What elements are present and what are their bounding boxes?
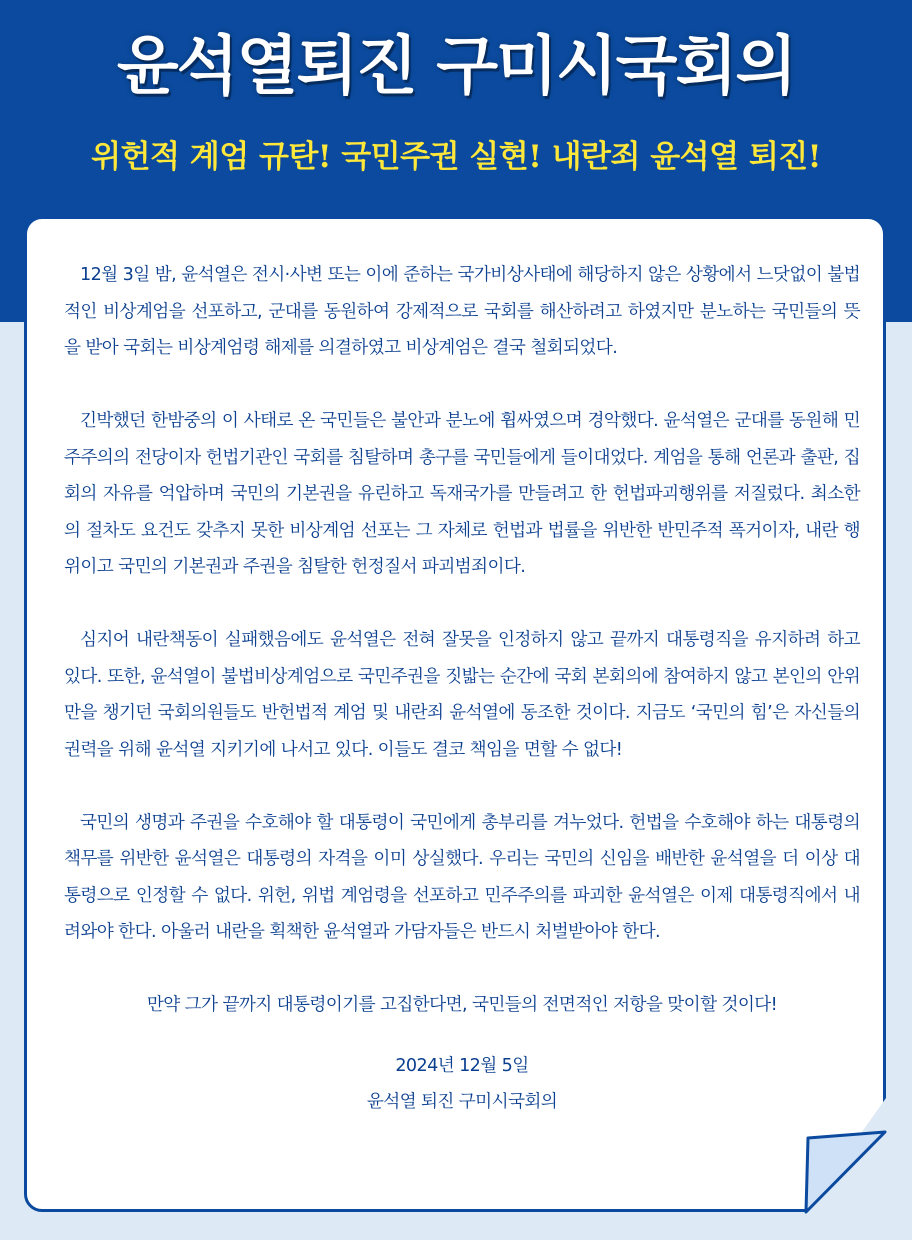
page-curl-icon — [800, 1130, 890, 1215]
poster-subtitle: 위헌적 계엄 규탄! 국민주권 실현! 내란죄 윤석열 퇴진! — [91, 139, 821, 175]
statement-paragraph-4: 국민의 생명과 주권을 수호해야 할 대통령이 국민에게 총부리를 겨누었다. 헌법을 수호해야 하는 대통령의 책무를 위반한 윤석열은 대통령의 자격을 이미 상실했다. 우리는 국민의 신임을 배반한 윤석열을 더 이상 대통령으로 인정할 수 없다. 위헌, 위법 계엄령을 선포하고 민주주의를 파괴한 윤석열은 이제 대통령직에서 내려와야 한다. 아울러 내란을 획책한 윤석열과 가담자들은 반드시 처벌받아야 한다. — [64, 812, 860, 942]
poster-title: 윤석열퇴진 구미시국회의 — [116, 30, 796, 104]
statement-paragraph-5: 만약 그가 끝까지 대통령이기를 고집한다면, 국민들의 전면적인 저항을 맞이할 것이다! — [146, 995, 778, 1015]
statement-paragraph-3: 심지어 내란책동이 실패했음에도 윤석열은 전혀 잘못을 인정하지 않고 끝까지 대통령직을 유지하려 하고 있다. 또한, 윤석열이 불법비상계엄으로 국민주권을 짓밟는 순간에 국회 본회의에 참여하지 않고 본인의 안위만을 챙기던 국회의원들도 반헌법적 계엄 및 내란죄 윤석열에 동조한 것이다. 지금도 ‘국민의 힘’은 자신들의 권력을 위해 윤석열 지키기에 나서고 있다. 이들도 결코 책임을 면할 수 없다! — [64, 630, 860, 760]
statement-date: 2024년 12월 5일 — [395, 1055, 529, 1076]
statement-paragraph-1: 12월 3일 밤, 윤석열은 전시·사변 또는 이에 준하는 국가비상사태에 해당하지 않은 상황에서 느닷없이 불법적인 비상계엄을 선포하고, 군대를 동원하여 강제적으로 국회를 해산하려고 하였지만 분노하는 국민들의 뜻을 받아 국회는 비상계엄령 해제를 의결하였고 비상계엄은 결국 철회되었다. — [64, 265, 860, 358]
statement-paragraph-2: 긴박했던 한밤중의 이 사태로 온 국민들은 불안과 분노에 휩싸였으며 경악했다. 윤석열은 군대를 동원해 민주주의의 전당이자 헌법기관인 국회를 침탈하며 총구를 국민들에게 들이대었다. 계엄을 통해 언론과 출판, 집회의 자유를 억압하며 국민의 기본권을 유린하고 독재국가를 만들려고 한 헌법파괴행위를 저질렀다. 최소한의 절차도 요건도 갖추지 못한 비상계엄 선포는 그 자체로 헌법과 법률을 위반한 반민주적 폭거이자, 내란 행위이고 국민의 기본권과 주권을 침탈한 헌정질서 파괴범죄이다. — [64, 411, 860, 577]
statement-signature: 윤석열 퇴진 구미시국회의 — [366, 1091, 558, 1112]
statement-body — [64, 257, 860, 1120]
